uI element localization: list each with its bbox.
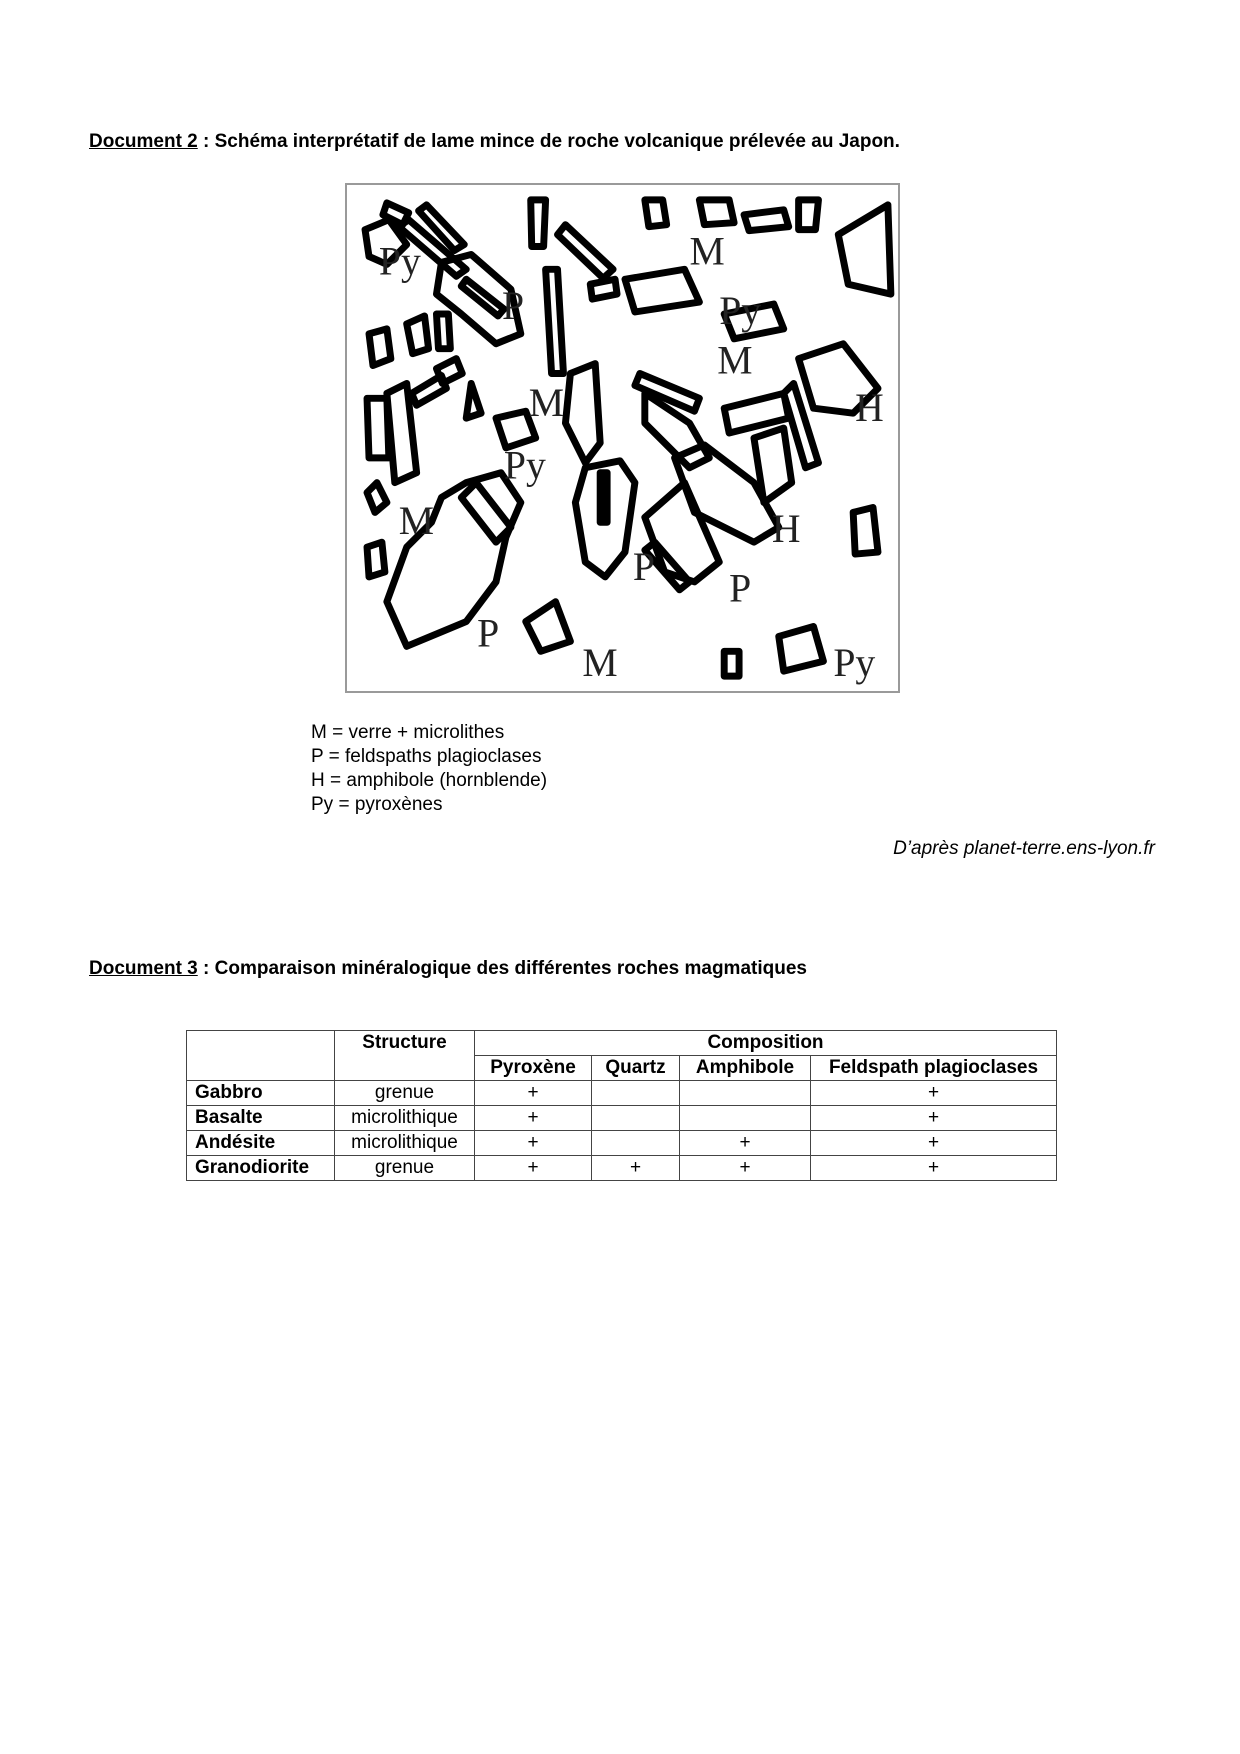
thin-section-drawing — [347, 185, 898, 691]
crystal-outline — [461, 483, 511, 543]
crystal-outline — [779, 627, 824, 672]
document-2-ref: Document 2 — [89, 131, 198, 152]
composition-cell: + — [475, 1131, 592, 1156]
composition-cell: + — [475, 1106, 592, 1131]
rock-name: Gabbro — [187, 1081, 335, 1106]
structure-cell: grenue — [335, 1156, 475, 1181]
composition-cell: + — [811, 1081, 1057, 1106]
structure-cell: microlithique — [335, 1131, 475, 1156]
matrix-label: M — [398, 499, 435, 544]
table-header-row — [187, 1031, 1057, 1056]
hornblende-label: H — [855, 386, 884, 431]
crystal-outline — [367, 483, 387, 513]
crystal-outline — [412, 375, 447, 405]
document-2-heading — [89, 131, 900, 153]
source-credit: D’après planet-terre.ens-lyon.fr — [893, 838, 1155, 859]
legend-item: M = verre + microlithes — [311, 722, 505, 743]
crystal-outline — [546, 269, 564, 373]
rock-name: Basalte — [187, 1106, 335, 1131]
composition-cell: + — [680, 1131, 811, 1156]
crystal-outline — [754, 428, 792, 502]
thin-section-schematic — [345, 183, 900, 693]
crystal-outline — [744, 210, 789, 231]
composition-cell: + — [475, 1081, 592, 1106]
crystal-outline — [526, 602, 571, 652]
crystal-outline — [369, 329, 391, 366]
matrix-label: M — [528, 381, 565, 426]
matrix-label: M — [689, 229, 725, 274]
pyroxene-label: Py — [378, 239, 421, 284]
composition-cell: + — [811, 1106, 1057, 1131]
crystal-outline — [838, 205, 891, 294]
plagioclase-label: P — [729, 566, 752, 611]
crystal-outline — [558, 225, 614, 279]
crystal-outline — [853, 507, 878, 554]
rock-name: Andésite — [187, 1131, 335, 1156]
plagioclase-label: P — [501, 283, 525, 328]
crystal-outline — [367, 542, 385, 577]
table-row — [187, 1156, 1057, 1181]
composition-cell — [680, 1081, 811, 1106]
composition-cell: + — [680, 1156, 811, 1181]
composition-cell — [592, 1081, 680, 1106]
matrix-label: M — [717, 338, 753, 383]
crystal-outline — [531, 200, 546, 247]
crystal-outlines — [365, 200, 891, 676]
column-header: Amphibole — [680, 1056, 811, 1081]
composition-cell: + — [475, 1156, 592, 1181]
crystal-outline — [645, 200, 667, 227]
corner-cell — [187, 1031, 335, 1081]
crystal-outline — [799, 200, 819, 230]
composition-cell — [680, 1106, 811, 1131]
composition-cell: + — [592, 1156, 680, 1181]
document-3-heading — [89, 958, 807, 980]
crystal-outline — [461, 279, 504, 316]
legend-item: H = amphibole (hornblende) — [311, 770, 548, 791]
document-3-ref: Document 3 — [89, 958, 198, 979]
composition-cell: + — [811, 1156, 1057, 1181]
legend-item: P = feldspaths plagioclases — [311, 746, 542, 767]
legend-item: Py = pyroxènes — [311, 794, 443, 815]
crystal-outline — [724, 651, 739, 676]
table-row — [187, 1081, 1057, 1106]
matrix-label: M — [582, 641, 618, 686]
pyroxene-label: Py — [503, 443, 546, 488]
crystal-outline — [367, 398, 389, 458]
mineral-comparison-table — [186, 1030, 1057, 1181]
document-2-title: : Schéma interprétatif de lame mince de roche volcanique prélevée au Japon. — [197, 131, 900, 152]
figure-legend — [311, 721, 547, 817]
table-row — [187, 1106, 1057, 1131]
crystal-outline — [407, 316, 429, 354]
document-3-title: : Comparaison minéralogique des différentes roches magmatiques — [197, 958, 807, 979]
plagioclase-label: P — [632, 544, 655, 589]
crystal-outline — [436, 314, 450, 349]
pyroxene-label: Py — [719, 288, 762, 333]
crystal-outline — [466, 383, 481, 418]
composition-cell — [592, 1131, 680, 1156]
pyroxene-label: Py — [833, 641, 876, 686]
hornblende-label: H — [771, 507, 801, 552]
structure-cell: microlithique — [335, 1106, 475, 1131]
crystal-outline — [625, 269, 699, 312]
structure-cell: grenue — [335, 1081, 475, 1106]
column-header: Pyroxène — [475, 1056, 592, 1081]
crystal-outline — [565, 364, 600, 463]
table-row — [187, 1131, 1057, 1156]
column-header: Feldspath plagioclases — [811, 1056, 1057, 1081]
composition-cell: + — [811, 1131, 1057, 1156]
crystal-outline — [590, 279, 617, 299]
plagioclase-label: P — [477, 611, 500, 656]
column-header: Quartz — [592, 1056, 680, 1081]
composition-cell — [592, 1106, 680, 1131]
structure-header: Structure — [335, 1031, 475, 1081]
crystal-outline — [600, 473, 607, 523]
composition-header: Composition — [475, 1031, 1057, 1056]
crystal-outline — [699, 200, 734, 225]
rock-name: Granodiorite — [187, 1156, 335, 1181]
